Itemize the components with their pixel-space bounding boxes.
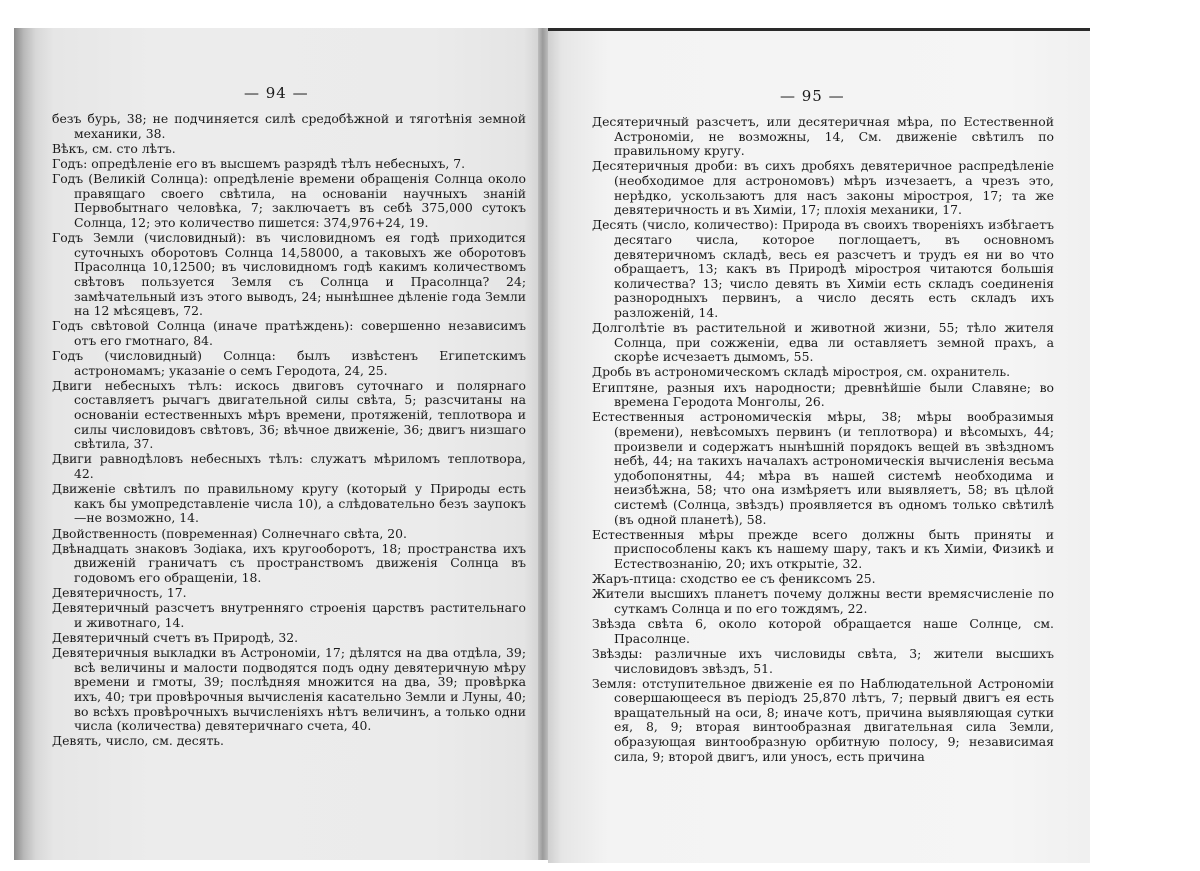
index-entry: Десятеричный разсчетъ, или десятеричная мѣра, по Естественной Астрономіи, не возможны, 14, См. движеніе свѣтилъ по правильному кругу. xyxy=(592,114,1054,159)
index-entries xyxy=(592,115,1054,765)
page-number: — 94 — xyxy=(244,84,309,102)
index-entry: Двиги равнодѣловъ небесныхъ тѣлъ: служатъ мѣриломъ теплотвора, 42. xyxy=(52,451,526,481)
page-number: — 95 — xyxy=(780,87,845,105)
index-entry: Девятеричность, 17. xyxy=(52,585,187,601)
index-entry: Долголѣтіе въ растительной и животной жизни, 55; тѣло жителя Солнца, при сожженіи, едва ли оставляетъ земной прахъ, а скорѣе исчезаетъ дымомъ, 55. xyxy=(592,320,1054,365)
index-entry: Естественныя астрономическія мѣры, 38; мѣры вообразимыя (времени), невѣсомыхъ первинъ (и теплотвора) и вѣсомыхъ, 44; произвели и содержатъ нынѣшній порядокъ вещей въ звѣздномъ небѣ, 44; на такихъ началахъ астрономическія вычисленія весьма удобопонятны, 44; мѣра въ нашей системѣ необходима и неизбѣжна, 58; что она измѣряетъ или выявляетъ, 58; въ цѣлой системѣ (Солнца, звѣздъ) проявляется въ одномъ только свѣтилѣ (въ одной планетѣ), 58. xyxy=(592,409,1054,527)
right-page xyxy=(548,28,1090,863)
index-entry: Девять, число, см. десять. xyxy=(52,733,224,749)
index-entry: Десятеричныя дроби: въ сихъ дробяхъ девятеричное распредѣленіе (необходимое для астрономовъ) мѣръ изчезаетъ, а чрезъ это, нерѣдко, ускользаютъ для насъ законы міростроя, 17; та же девятеричность и въ Химіи, 17; плохія механики, 17. xyxy=(592,158,1054,218)
index-entries xyxy=(52,112,526,750)
index-entry: Годъ (Великій Солнца): опредѣленіе времени обращенія Солнца около правящаго своего свѣтила, на основаніи научныхъ знаній Первобытнаго человѣка, 7; заключаетъ въ себѣ 375,000 сутокъ Солнца, 12; это количество пишется: 374,976+24, 19. xyxy=(52,171,526,230)
index-entry: Девятеричный счетъ въ Природѣ, 32. xyxy=(52,630,299,646)
index-entry: Естественныя мѣры прежде всего должны быть приняты и приспособлены какъ къ нашему шару, такъ и къ Химіи, Физикѣ и Естествознанію, 20; ихъ открытіе, 32. xyxy=(592,526,1054,571)
index-entry: Десять (число, количество): Природа въ своихъ твореніяхъ избѣгаетъ десятаго числа, которое поглощаетъ, въ основномъ девятеричномъ складѣ, весь ея разсчетъ и трудъ ея ни во что обращаетъ, 13; какъ въ Природѣ міростроя читаются большія количества? 13; число девять въ Химіи есть складъ соединенія разнородныхъ первинъ, а число десять есть складъ ихъ разложеній, 14. xyxy=(592,217,1054,320)
index-entry: Годъ: опредѣленіе его въ высшемъ разрядѣ тѣлъ небесныхъ, 7. xyxy=(52,155,466,171)
index-entry: Годъ (числовидный) Солнца: былъ извѣстенъ Египетскимъ астрономамъ; указаніе о семъ Геродота, 24, 25. xyxy=(52,348,526,378)
index-entry: Жаръ-птица: сходство ее съ фениксомъ 25. xyxy=(592,571,876,587)
index-entry: Двѣнадцать знаковъ Зодіака, ихъ кругооборотъ, 18; пространства ихъ движеній граничатъ съ пространствомъ движенія Солнца въ годовомъ его обращеніи, 18. xyxy=(52,540,526,585)
index-entry: Египтяне, разныя ихъ народности; древнѣйшіе были Славяне; во времена Геродота Монголы, 26. xyxy=(592,379,1054,410)
index-entry: Девятеричный разсчетъ внутренняго строенія царствъ растительнаго и животнаго, 14. xyxy=(52,600,526,630)
index-entry: Звѣзда свѣта 6, около которой обращается наше Солнце, см. Прасолнце. xyxy=(592,616,1054,646)
index-entry: безъ бурь, 38; не подчиняется силѣ средобѣжной и тяготѣнія земной механики, 38. xyxy=(52,111,526,141)
index-entry: Земля: отступительное движеніе ея по Наблюдательной Астрономіи совершающееся въ періодъ 25,870 лѣтъ, 7; первый двигъ ея есть вращательный на оси, 8; иначе котъ, причина выявляющая сутки ея, 8, 9; вторая винтообразная двигательная сила Земли, образующая винтообразную орбитную полосу, 9; независимая сила, 9; второй двигъ, или уносъ, есть причина xyxy=(592,675,1054,764)
index-entry: Дробь въ астрономическомъ складѣ міростроя, см. охранитель. xyxy=(592,364,1011,380)
index-entry: Годъ свѣтовой Солнца (иначе пратѣждень): совершенно независимъ отъ его гмотнаго, 84. xyxy=(52,318,526,348)
index-entry: Двойственность (повременная) Солнечнаго свѣта, 20. xyxy=(52,525,407,541)
left-page xyxy=(14,28,540,860)
index-entry: Вѣкъ, см. сто лѣтъ. xyxy=(52,140,176,156)
index-entry: Годъ Земли (числовидный): въ числовидномъ ея годѣ приходится суточныхъ оборотовъ Солнца 14,58000, а таковыхъ же оборотовъ Прасолнца 10,12500; въ числовидномъ годѣ какимъ количествомъ свѣтовъ пользуется Земля съ Солнца и Прасолнца? 24; замѣчательный изъ этого выводъ, 24; нынѣшнее дѣленіе года Земли на 12 мѣсяцевъ, 72. xyxy=(52,230,526,319)
index-entry: Двиги небесныхъ тѣлъ: искось двиговъ суточнаго и полярнаго составляетъ рычагъ двигательной силы свѣта, 5; разсчитаны на основаніи естественныхъ мѣръ времени, протяженій, теплотвора и силы числовидовъ свѣтовъ, 36; вѣчное движеніе, 36; двигъ низшаго свѣтила, 37. xyxy=(52,377,526,452)
index-entry: Звѣзды: различные ихъ числовиды свѣта, 3; жители высшихъ числовидовъ звѣздъ, 51. xyxy=(592,645,1054,676)
index-entry: Движеніе свѣтилъ по правильному кругу (который у Природы есть какъ бы умопредставленіе числа 10), а слѣдовательно безъ заупокъ—не возможно, 14. xyxy=(52,481,526,526)
index-entry: Жители высшихъ планетъ почему должны вести времясчисленіе по суткамъ Солнца и по его тождямъ, 22. xyxy=(592,586,1054,616)
index-entry: Девятеричныя выкладки въ Астрономіи, 17; дѣлятся на два отдѣла, 39; всѣ величины и малости подводятся подъ одну девятеричную мѣру времени и гмоты, 39; послѣдняя множится на два, 39; провѣрка ихъ, 40; три провѣрочныя вычисленія касательно Земли и Луны, 40; во всѣхъ провѣрочныхъ вычисленіяхъ нѣтъ величинъ, а только одни числа (количества) девятеричнаго счета, 40. xyxy=(52,645,526,734)
